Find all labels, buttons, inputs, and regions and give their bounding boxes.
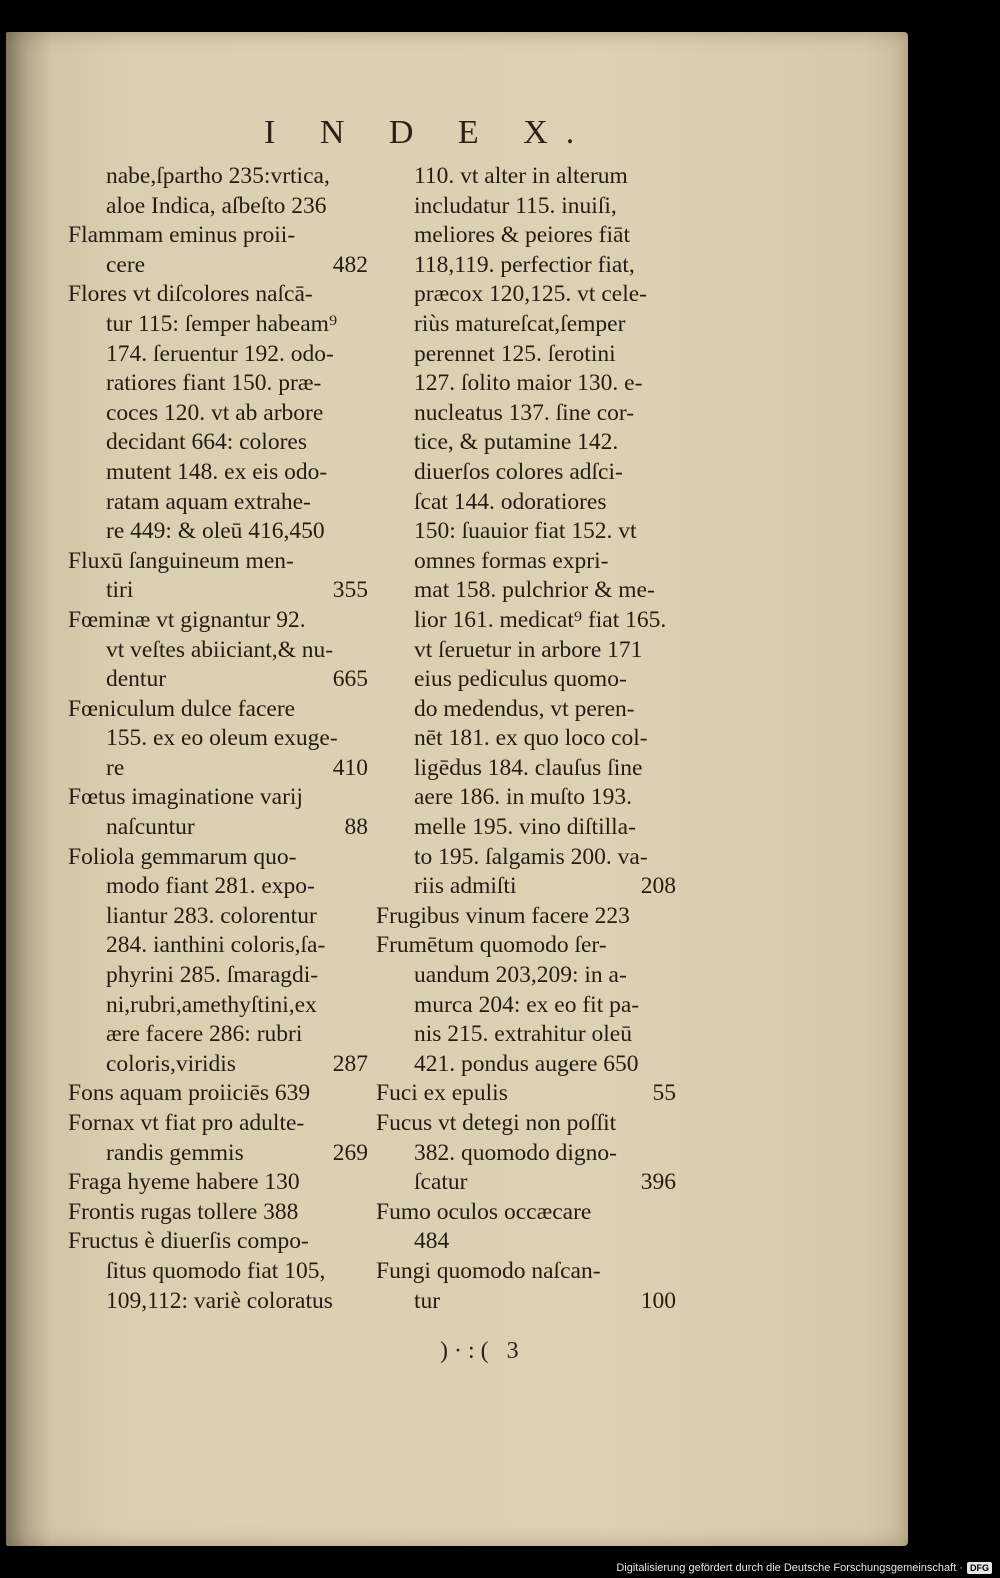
entry-text: meliores & peiores fiāt	[414, 222, 630, 249]
entry-text: Fons aquam proiiciēs 639	[68, 1080, 311, 1107]
entry-text: nabe,ſpartho 235:vrtica,	[106, 163, 330, 189]
entry-text: Flores vt diſcolores naſcā-	[68, 281, 313, 308]
entry-text: 284. ianthini coloris,ſa-	[106, 932, 326, 959]
entry-page-number: 287	[332, 1050, 368, 1077]
entry-text: ligēdus 184. clauſus ſine	[414, 754, 643, 781]
entry-text: riùs matureſcat,ſemper	[414, 310, 626, 337]
entry-text: aere 186. in muſto 193.	[414, 784, 632, 811]
index-entry-line	[68, 192, 368, 222]
entry-text: nis 215. extrahitur oleū	[414, 1021, 632, 1048]
entry-text: 118,119. perfectior fiat,	[414, 251, 635, 278]
index-entry-line	[376, 310, 676, 340]
index-entry-line	[68, 754, 368, 784]
index-entry-line	[68, 665, 368, 695]
entry-text: riis admiſti	[414, 873, 517, 900]
index-entry-line	[376, 1050, 676, 1080]
entry-text: ratiores fiant 150. præ-	[106, 370, 322, 397]
index-entry-line	[376, 636, 676, 666]
entry-text: diuerſos colores adſci-	[414, 458, 623, 485]
index-entry-line	[376, 1168, 676, 1198]
entry-text: Frugibus vinum facere 223	[376, 902, 630, 929]
entry-text: nēt 181. ex quo loco col-	[414, 725, 648, 752]
index-entry-line	[68, 843, 368, 873]
entry-text: Fluxū ſanguineum men-	[68, 547, 294, 574]
entry-page-number: 55	[652, 1080, 676, 1107]
entry-text: ſcatur	[414, 1169, 468, 1196]
entry-text: 110. vt alter in alterum	[414, 163, 628, 189]
entry-page-number: 208	[640, 873, 676, 900]
index-entry-line	[68, 1168, 368, 1198]
entry-text: cere	[106, 251, 146, 278]
index-entry-line	[68, 636, 368, 666]
index-entry-line	[376, 1287, 676, 1317]
entry-text: perennet 125. ſerotini	[414, 340, 616, 367]
entry-text: 150: ſuauior fiat 152. vt	[414, 518, 637, 545]
index-entry-line	[376, 162, 676, 192]
index-entry-line	[376, 695, 676, 725]
entry-text: lior 161. medicat⁹ fiat 165.	[414, 606, 667, 633]
index-entry-line	[376, 783, 676, 813]
entry-text: præcox 120,125. vt cele-	[414, 281, 647, 308]
index-entry-line	[68, 872, 368, 902]
book-page	[6, 32, 908, 1546]
index-entry-line	[376, 428, 676, 458]
entry-text: 382. quomodo digno-	[414, 1139, 618, 1166]
entry-page-number: 100	[640, 1287, 676, 1314]
entry-text: liantur 283. colorentur	[106, 902, 317, 929]
index-entry-line	[376, 1227, 676, 1257]
entry-text: vt ſeruetur in arbore 171	[414, 636, 643, 663]
entry-text: Flammam eminus proii-	[68, 222, 296, 249]
entry-page-number: 88	[344, 814, 368, 841]
entry-text: Fœniculum dulce facere	[68, 695, 296, 722]
entry-text: tur	[414, 1287, 441, 1314]
index-entry-line	[68, 902, 368, 932]
entry-text: 127. ſolito maior 130. e-	[414, 370, 643, 397]
entry-text: 174. ſeruentur 192. odo-	[106, 340, 334, 367]
index-column-right	[376, 162, 676, 1316]
index-entry-line	[68, 547, 368, 577]
entry-text: Fraga hyeme habere 130	[68, 1169, 300, 1196]
entry-page-number: 355	[332, 577, 368, 604]
index-entry-line	[376, 547, 676, 577]
index-entry-line	[68, 1020, 368, 1050]
entry-text: murca 204: ex eo fit pa-	[414, 991, 640, 1018]
entry-text: Fornax vt fiat pro adulte-	[68, 1110, 305, 1136]
entry-text: tur 115: ſemper habeam⁹	[106, 310, 338, 337]
index-entry-line	[376, 991, 676, 1021]
index-entry-line	[376, 1109, 676, 1139]
index-entry-line	[68, 1139, 368, 1169]
entry-text: to 195. ſalgamis 200. va-	[414, 843, 648, 870]
index-entry-line	[68, 488, 368, 518]
index-entry-line	[376, 488, 676, 518]
entry-text: vt veſtes abiiciant,& nu-	[106, 636, 334, 663]
index-entry-line	[376, 724, 676, 754]
index-entry-line	[68, 251, 368, 281]
entry-text: dentur	[106, 666, 167, 693]
entry-text: 109,112: variè coloratus	[106, 1287, 333, 1314]
entry-text: includatur 115. inuiſi,	[414, 192, 617, 219]
index-entry-line	[376, 251, 676, 281]
entry-text: 484	[414, 1228, 450, 1255]
index-entry-line	[68, 340, 368, 370]
index-entry-line	[376, 576, 676, 606]
page-header: I N D E X.	[264, 114, 593, 151]
entry-text: tiri	[106, 577, 134, 604]
entry-text: Fumo oculos occæcare	[376, 1198, 592, 1225]
index-entry-line	[376, 1198, 676, 1228]
index-entry-line	[68, 280, 368, 310]
index-entry-line	[376, 399, 676, 429]
index-entry-line	[376, 843, 676, 873]
index-entry-line	[376, 1079, 676, 1109]
index-entry-line	[376, 369, 676, 399]
index-entry-line	[376, 872, 676, 902]
entry-text: do medendus, vt peren-	[414, 695, 635, 722]
entry-text: mat 158. pulchrior & me-	[414, 577, 655, 604]
entry-text: Frontis rugas tollere 388	[68, 1198, 299, 1225]
entry-text: re 449: & oleū 416,450	[106, 518, 325, 545]
index-entry-line	[376, 458, 676, 488]
entry-text: tice, & putamine 142.	[414, 429, 619, 456]
index-entry-line	[376, 813, 676, 843]
entry-page-number: 665	[332, 666, 368, 693]
index-entry-line	[376, 754, 676, 784]
entry-text: ni,rubri,amethyſtini,ex	[106, 991, 317, 1018]
index-entry-line	[68, 783, 368, 813]
entry-text: Fructus è diuerſis compo-	[68, 1228, 309, 1255]
entry-text: Foliola gemmarum quo-	[68, 843, 297, 870]
index-entry-line	[68, 1287, 368, 1317]
digitization-credit	[616, 1562, 992, 1574]
index-entry-line	[68, 369, 368, 399]
index-entry-line	[376, 1139, 676, 1169]
index-entry-line	[68, 1198, 368, 1228]
index-entry-line	[68, 162, 368, 192]
index-entry-line	[376, 221, 676, 251]
entry-text: eius pediculus quomo-	[414, 666, 627, 693]
signature-mark: )·:( 3	[440, 1338, 525, 1364]
index-entry-line	[376, 1257, 676, 1287]
entry-page-number: 269	[332, 1139, 368, 1166]
entry-text: Fœtus imaginatione varij	[68, 784, 303, 811]
entry-text: melle 195. vino diſtilla-	[414, 814, 636, 841]
entry-page-number: 410	[332, 754, 368, 781]
entry-text: ratam aquam extrahe-	[106, 488, 311, 515]
index-entry-line	[68, 813, 368, 843]
index-entry-line	[68, 931, 368, 961]
entry-text: naſcuntur	[106, 814, 195, 841]
entry-text: omnes formas expri-	[414, 547, 609, 574]
index-entry-line	[376, 665, 676, 695]
entry-text: decidant 664: colores	[106, 429, 307, 456]
entry-page-number: 396	[640, 1169, 676, 1196]
index-entry-line	[68, 221, 368, 251]
index-entry-line	[68, 724, 368, 754]
entry-text: Fuci ex epulis	[376, 1080, 508, 1107]
index-entry-line	[376, 931, 676, 961]
entry-text: ære facere 286: rubri	[106, 1021, 303, 1048]
index-column-left	[68, 162, 368, 1316]
index-entry-line	[376, 961, 676, 991]
entry-text: Fungi quomodo naſcan-	[376, 1257, 601, 1284]
index-entry-line	[68, 458, 368, 488]
index-entry-line	[68, 961, 368, 991]
entry-text: Fœminæ vt gignantur 92.	[68, 606, 306, 633]
entry-text: uandum 203,209: in a-	[414, 962, 627, 989]
index-entry-line	[68, 576, 368, 606]
credit-text: Digitalisierung gefördert durch die Deutsche Forschungsgemeinschaft ·	[616, 1562, 963, 1574]
index-entry-line	[68, 399, 368, 429]
index-entry-line	[68, 695, 368, 725]
entry-text: ſitus quomodo fiat 105,	[106, 1257, 326, 1284]
index-entry-line	[68, 991, 368, 1021]
entry-text: 421. pondus augere 650	[414, 1050, 639, 1077]
entry-text: mutent 148. ex eis odo-	[106, 458, 328, 485]
entry-text: coloris,viridis	[106, 1050, 236, 1077]
entry-text: Frumētum quomodo ſer-	[376, 932, 607, 959]
entry-text: randis gemmis	[106, 1139, 244, 1166]
index-entry-line	[376, 192, 676, 222]
index-entry-line	[68, 517, 368, 547]
index-entry-line	[68, 1050, 368, 1080]
index-entry-line	[68, 1079, 368, 1109]
entry-text: aloe Indica, aſbeſto 236	[106, 192, 327, 219]
index-entry-line	[376, 280, 676, 310]
index-entry-line	[376, 517, 676, 547]
entry-text: re	[106, 754, 125, 781]
index-entry-line	[376, 606, 676, 636]
index-entry-line	[376, 1020, 676, 1050]
index-entry-line	[68, 310, 368, 340]
entry-text: nucleatus 137. ſine cor-	[414, 399, 635, 426]
entry-text: modo fiant 281. expo-	[106, 873, 315, 900]
entry-text: 155. ex eo oleum exuge-	[106, 725, 338, 752]
entry-text: Fucus vt detegi non poſſit	[376, 1110, 617, 1136]
index-entry-line	[68, 1227, 368, 1257]
dfg-logo: DFG	[967, 1562, 992, 1574]
entry-text: phyrini 285. ſmaragdi-	[106, 962, 319, 989]
index-entry-line	[68, 428, 368, 458]
entry-text: coces 120. vt ab arbore	[106, 399, 324, 426]
index-entry-line	[68, 606, 368, 636]
index-entry-line	[68, 1257, 368, 1287]
index-entry-line	[376, 902, 676, 932]
entry-page-number: 482	[332, 251, 368, 278]
index-entry-line	[376, 340, 676, 370]
entry-text: ſcat 144. odoratiores	[414, 488, 607, 515]
index-entry-line	[68, 1109, 368, 1139]
